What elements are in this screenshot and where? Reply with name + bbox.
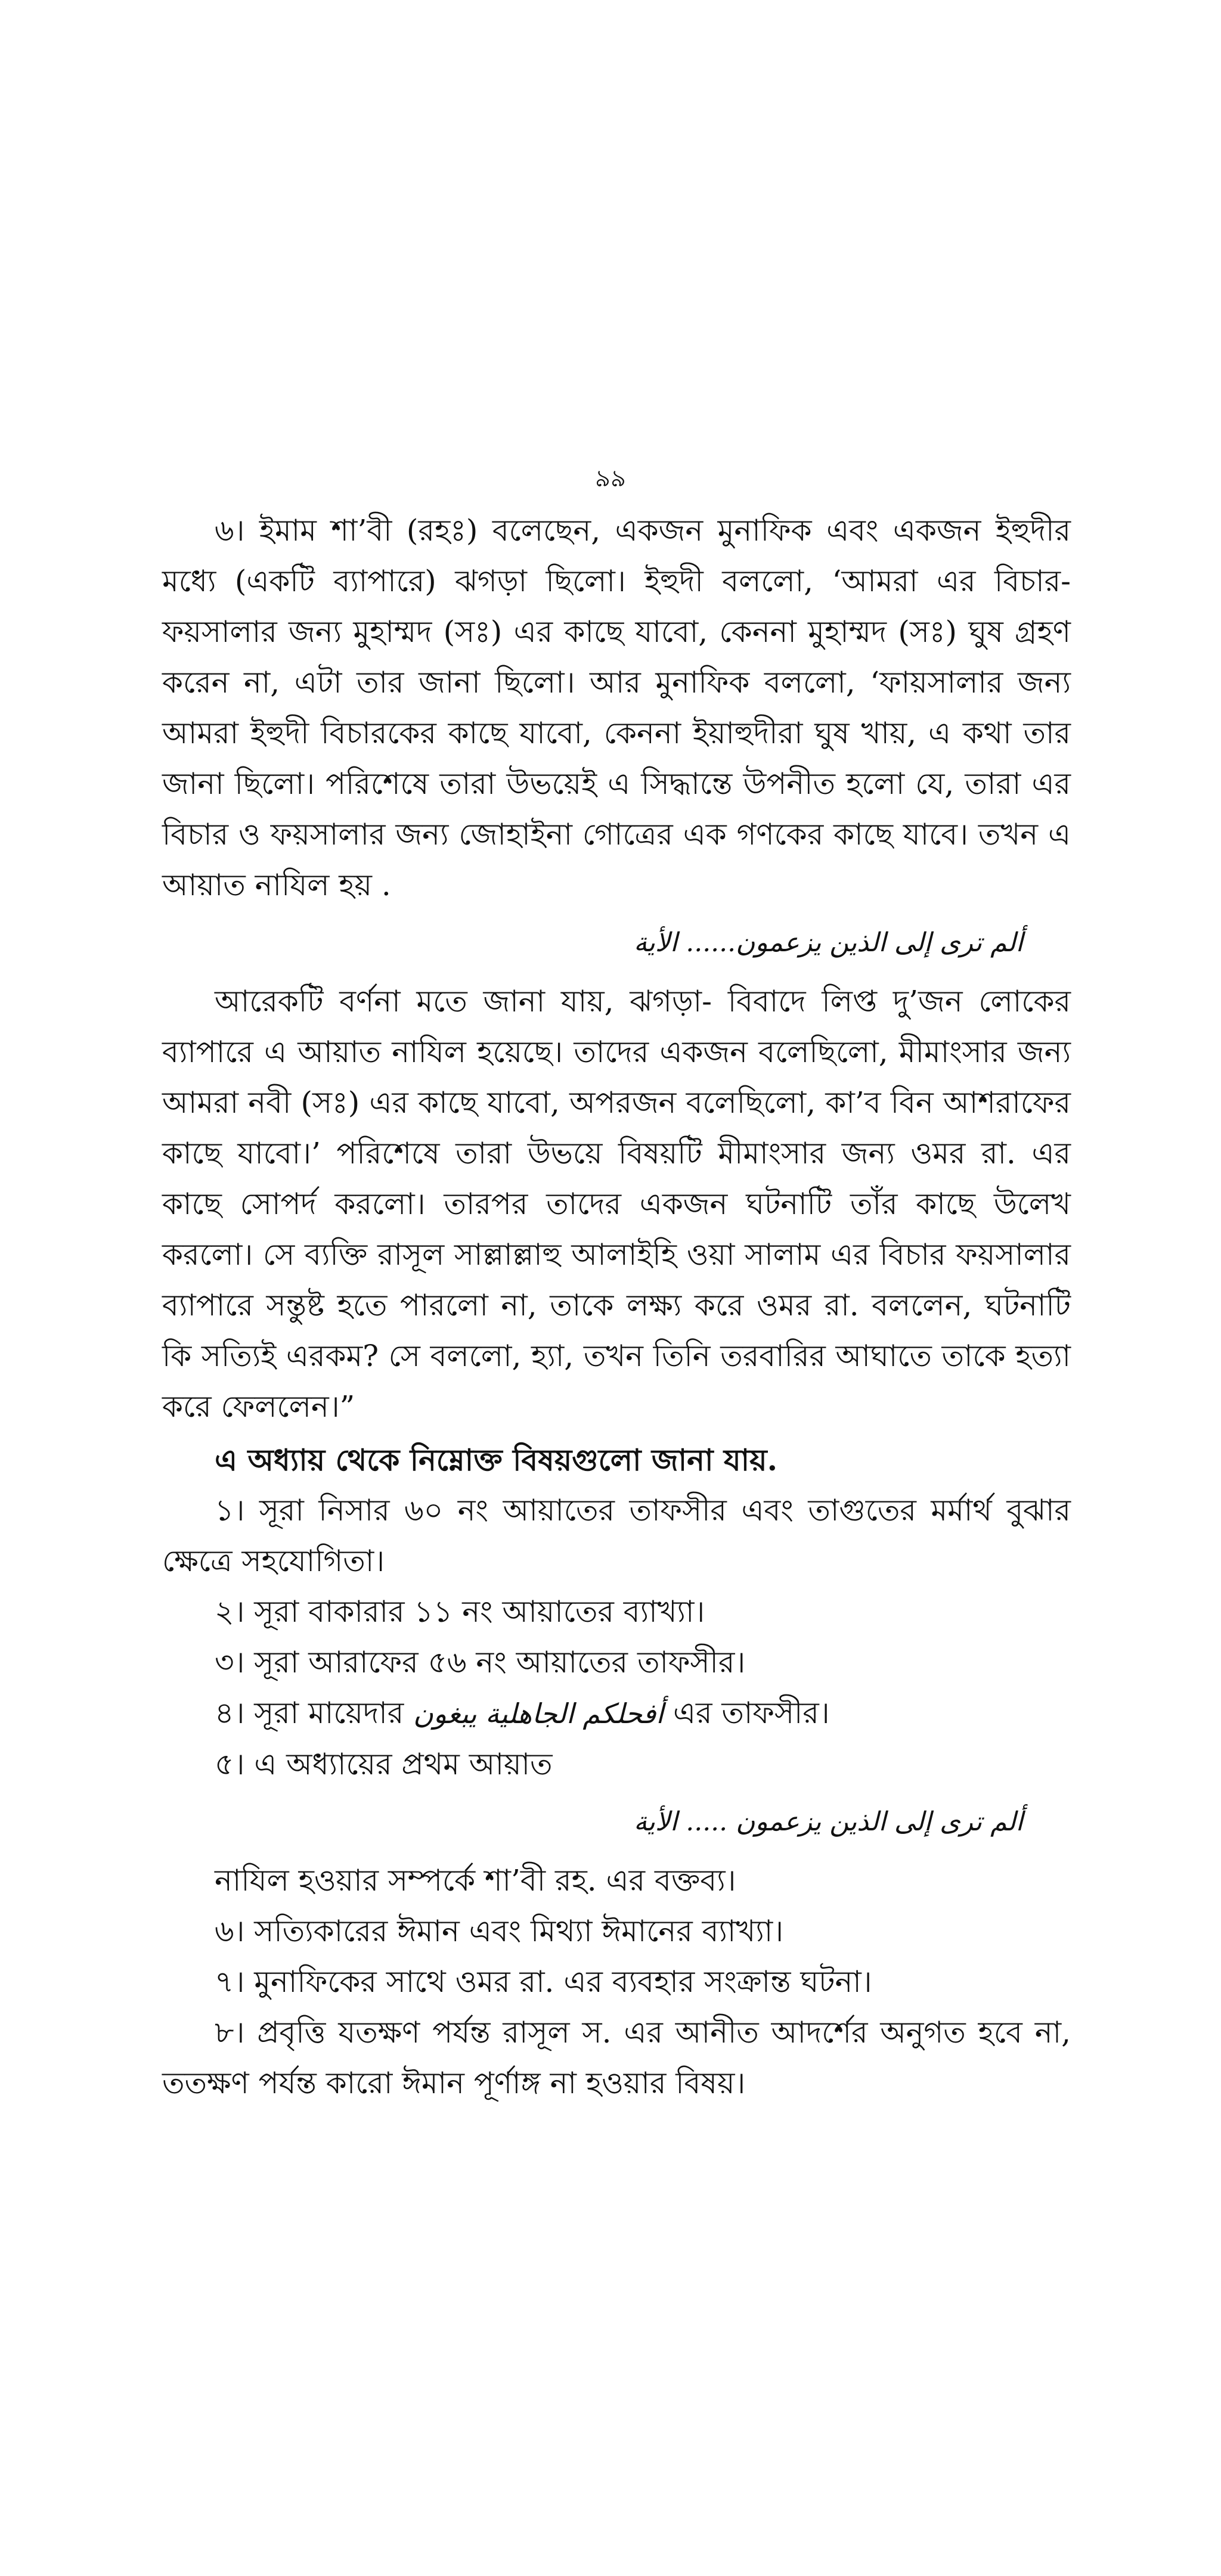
lesson-item-2: ২। সূরা বাকারার ১১ নং আয়াতের ব্যাখ্যা। [215, 1594, 705, 1629]
lesson-item-4-suffix: এর তাফসীর। [673, 1696, 830, 1730]
lesson-item-7: ৭। মুনাফিকের সাথে ওমর রা. এর ব্যবহার সংক্রান্ত ঘটনা। [215, 1964, 872, 1999]
arabic-verse-quote: ألم ترى إلى الذين يزعمون...... الأية [634, 927, 1023, 958]
lessons-heading: এ অধ্যায় থেকে নিম্নোক্ত বিষয়গুলো জানা যায়. [215, 1442, 778, 1478]
lesson-item-1: ১। সূরা নিসার ৬০ নং আয়াতের তাফসীর এবং তাগুতের মর্মার্থ বুঝার ক্ষেত্রে সহযোগিতা। [162, 1493, 1071, 1578]
page-number: ৯৯ [595, 465, 626, 492]
paragraph-narration-shabi: ৬। ইমাম শা’বী (রহঃ) বলেছেন, একজন মুনাফিক এবং একজন ইহুদীর মধ্যে (একটি ব্যাপারে) ঝগড়া ছিলো। ইহুদী বললো, ‘আমরা এর বিচার-ফয়সালার জন্য মুহাম্মদ (সঃ) এর কাছে যাবো, কেননা মুহাম্মদ (সঃ) ঘুষ গ্রহণ করেন না, এটা তার জানা ছিলো। আর মুনাফিক বললো, ‘ফায়সালার জন্য আমরা ইহুদী বিচারকের কাছে যাবো, কেননা ইয়াহুদীরা ঘুষ খায়, এ কথা তার জানা ছিলো। পরিশেষে তারা উভয়েই এ সিদ্ধান্তে উপনীত হলো যে, তারা এর বিচার ও ফয়সালার জন্য জোহাইনা গোত্রের এক গণকের কাছে যাবে। তখন এ আয়াত নাযিল হয় . [162, 513, 1071, 902]
page-body [162, 505, 1071, 2109]
arabic-verse-quote-2: ألم ترى إلى الذين يزعمون ..... الأية [634, 1807, 1023, 1837]
lesson-item-5-continuation: নাযিল হওয়ার সম্পর্কে শা’বী রহ. এর বক্তব্য। [215, 1863, 736, 1898]
lesson-item-6: ৬। সত্যিকারের ঈমান এবং মিথ্যা ঈমানের ব্যাখ্যা। [215, 1914, 784, 1948]
lesson-item-5: ৫। এ অধ্যায়ের প্রথম আয়াত [215, 1747, 553, 1782]
lesson-item-3: ৩। সূরা আরাফের ৫৬ নং আয়াতের তাফসীর। [215, 1645, 746, 1680]
paragraph-second-narration: আরেকটি বর্ণনা মতে জানা যায়, ঝগড়া- বিবাদে লিপ্ত দু’জন লোকের ব্যাপারে এ আয়াত নাযিল হয়েছে। তাদের একজন বলেছিলো, মীমাংসার জন্য আমরা নবী (সঃ) এর কাছে যাবো, অপরজন বলেছিলো, কা’ব বিন আশরাফের কাছে যাবো।’ পরিশেষে তারা উভয়ে বিষয়টি মীমাংসার জন্য ওমর রা. এর কাছে সোপর্দ করলো। তারপর তাদের একজন ঘটনাটি তাঁর কাছে উলেখ করলো। সে ব্যক্তি রাসূল সাল্লাল্লাহু আলাইহি ওয়া সালাম এর বিচার ফয়সালার ব্যাপারে সন্তুষ্ট হতে পারলো না, তাকে লক্ষ্য করে ওমর রা. বললেন, ঘটনাটি কি সত্যিই এরকম? সে বললো, হ্যা, তখন তিনি তরবারির আঘাতে তাকে হত্যা করে ফেললেন।” [162, 984, 1071, 1424]
lesson-item-4-prefix: ৪। সূরা মায়েদার [215, 1696, 404, 1730]
lesson-item-4 [162, 1688, 1071, 1739]
lesson-item-4-arabic: أفحلكم الجاهلية يبغون [413, 1697, 664, 1730]
lesson-item-8: ৮। প্রবৃত্তি যতক্ষণ পর্যন্ত রাসূল স. এর আনীত আদর্শের অনুগত হবে না, ততক্ষণ পর্যন্ত কারো ঈমান পূর্ণাঙ্গ না হওয়ার বিষয়। [162, 2015, 1071, 2100]
